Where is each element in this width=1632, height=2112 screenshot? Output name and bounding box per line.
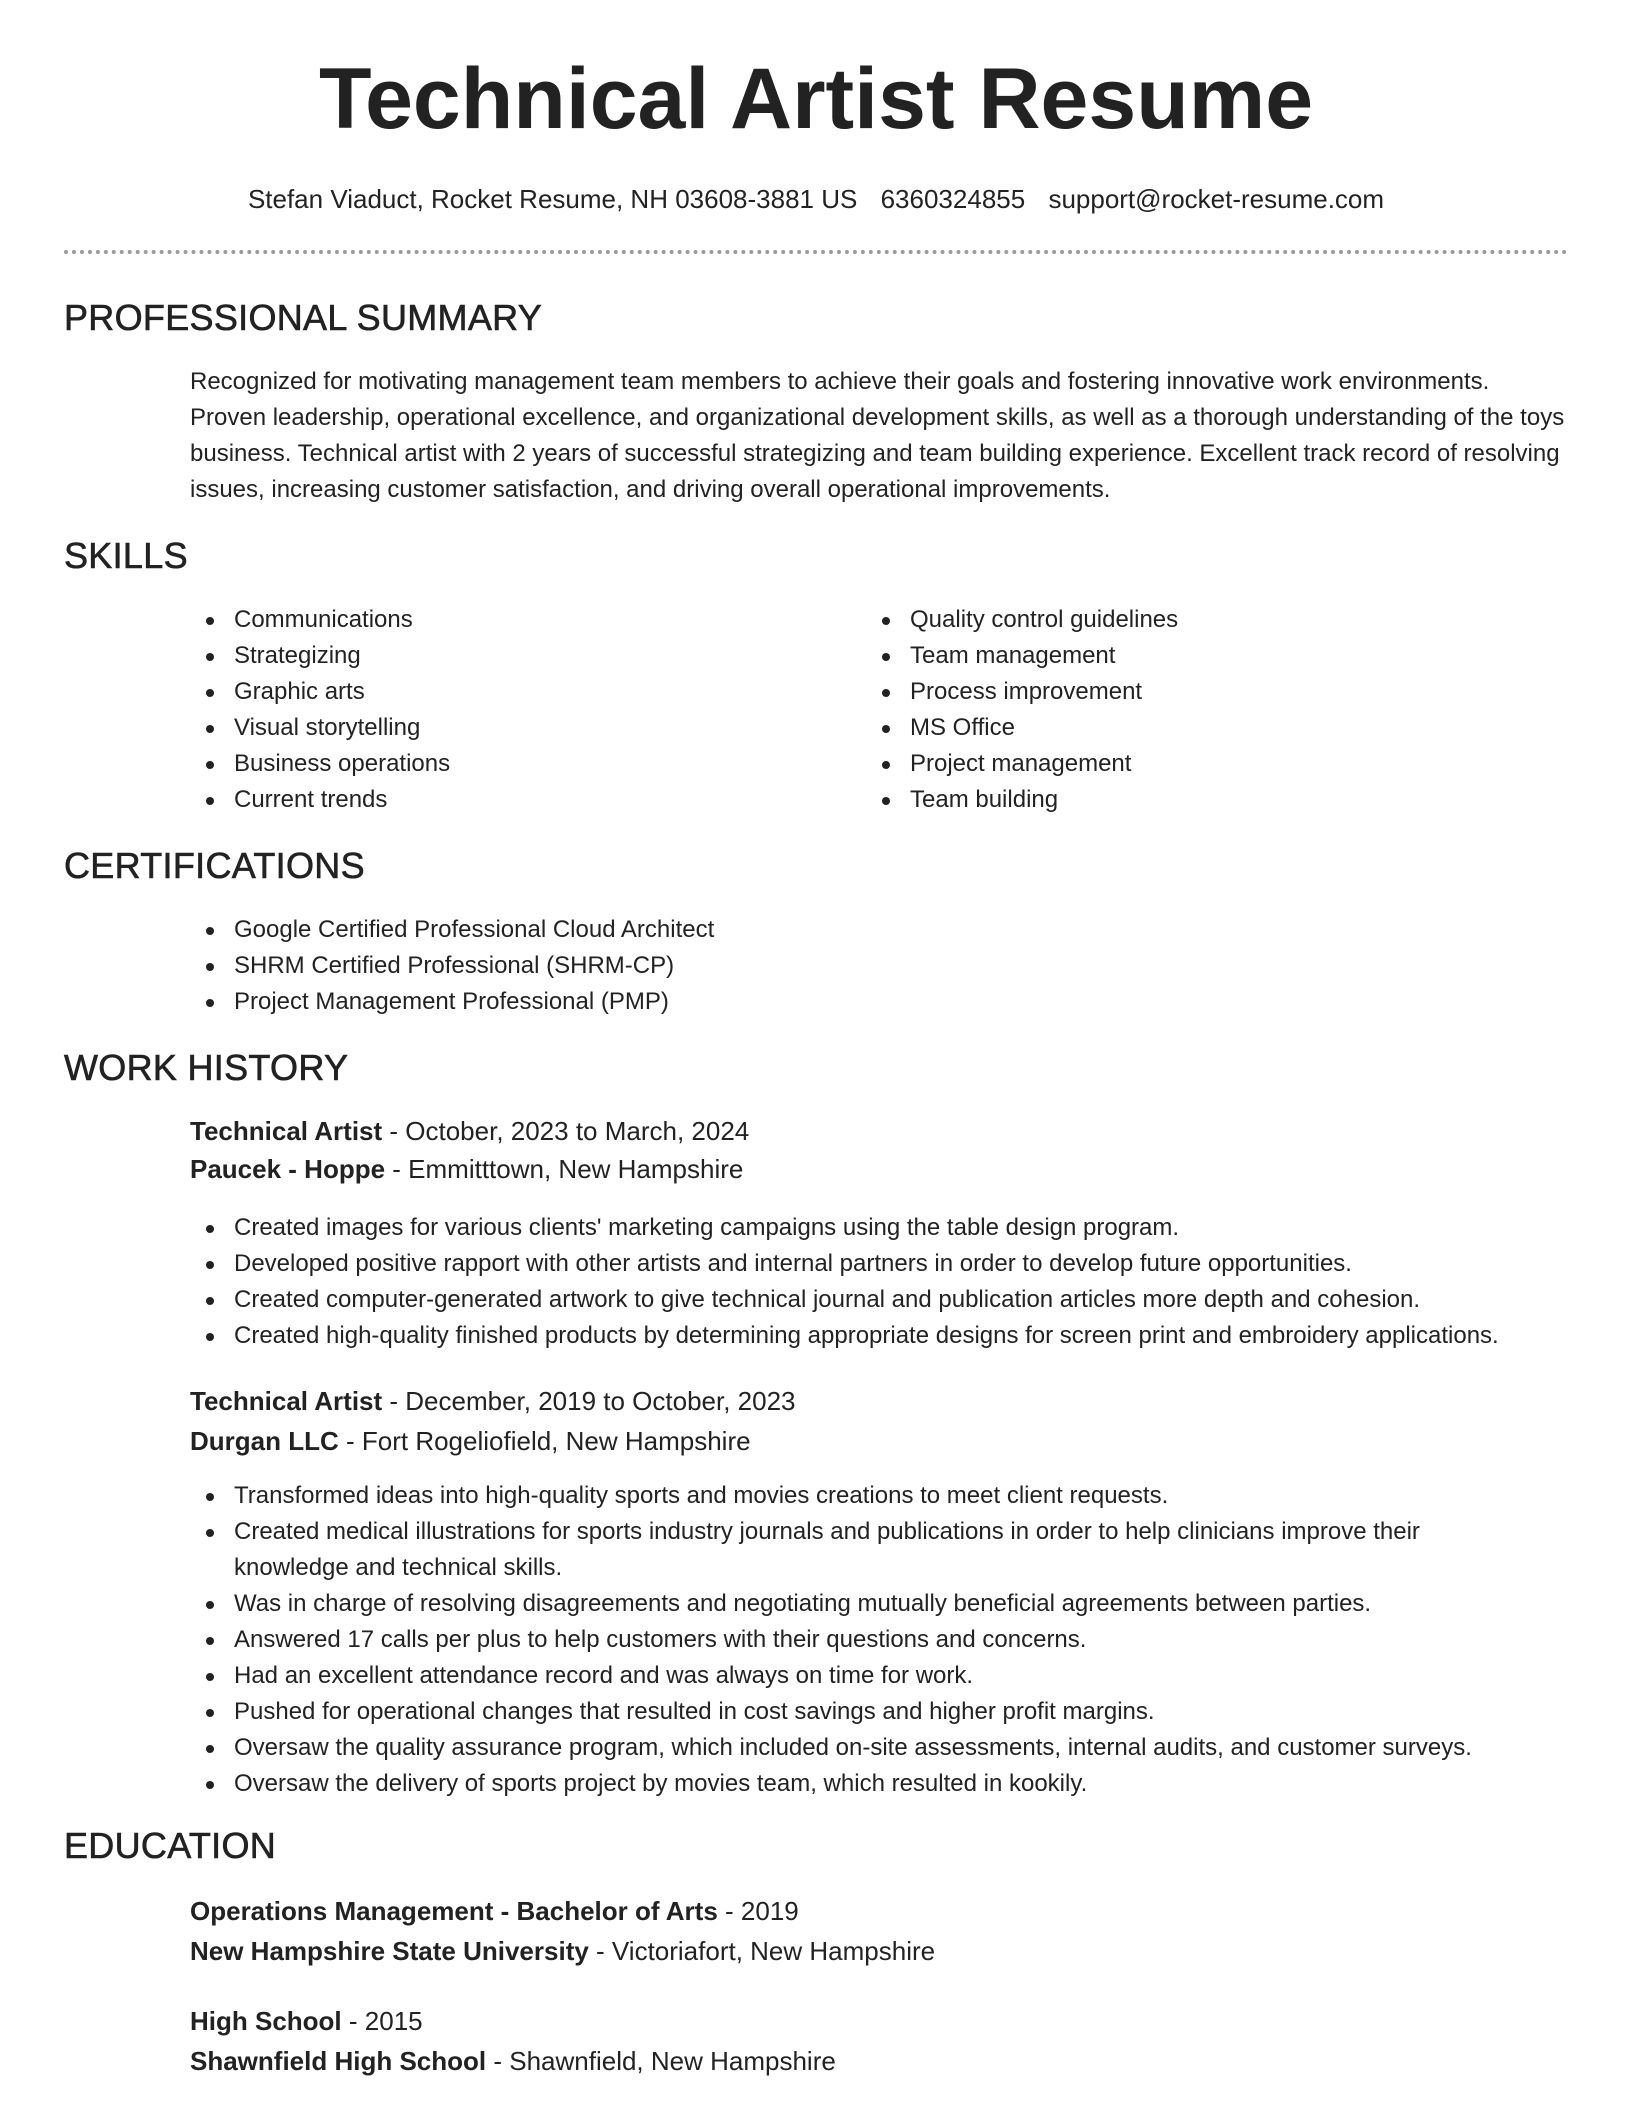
summary-text: Recognized for motivating management team members to achieve their goals and fostering innovative work environments. Proven leadership, operational excellence, and organizational development skills, as well as a thorough understanding of the toys business. Technical artist with 2 years of successful strategizing and team building experience. Excellent track record of resolving issues, increasing customer satisfaction, and driving overall operational improvements. [190, 368, 1565, 503]
list-item: Pushed for operational changes that resulted in cost savings and higher profit margins. [190, 1694, 1520, 1730]
job-title-line [190, 1114, 749, 1148]
list-item: Oversaw the quality assurance program, which included on-site assessments, internal audits, and customer surveys. [190, 1730, 1520, 1766]
contact-phone: 6360324855 [880, 184, 1026, 214]
job-location: - Fort Rogeliofield, New Hampshire [338, 1426, 751, 1456]
list-item: Created high-quality finished products by determining appropriate designs for screen print and embroidery applications. [190, 1318, 1590, 1354]
list-item: MS Office [866, 710, 1506, 746]
education-degree-line [190, 1894, 799, 1928]
skills-list-left [190, 602, 830, 818]
job-title-line [190, 1384, 796, 1418]
list-item: Created images for various clients' marketing campaigns using the table design program. [190, 1210, 1590, 1246]
skills-heading: SKILLS [64, 535, 188, 576]
list-item: Current trends [190, 782, 830, 818]
job-location: - Emmitttown, New Hampshire [385, 1154, 744, 1184]
list-item: Created computer-generated artwork to give technical journal and publication articles more depth and cohesion. [190, 1282, 1590, 1318]
list-item: Strategizing [190, 638, 830, 674]
education-year: - 2019 [717, 1896, 799, 1926]
summary-heading: PROFESSIONAL SUMMARY [64, 297, 543, 338]
list-item: Project Management Professional (PMP) [190, 984, 1570, 1020]
header-divider [64, 250, 1568, 254]
contact-line [0, 182, 1632, 216]
list-item: Business operations [190, 746, 830, 782]
job-bullets [190, 1478, 1520, 1802]
job-dates: - October, 2023 to March, 2024 [382, 1116, 750, 1146]
list-item: Project management [866, 746, 1506, 782]
list-item: Team management [866, 638, 1506, 674]
list-item: Answered 17 calls per plus to help customers with their questions and concerns. [190, 1622, 1520, 1658]
education-school: New Hampshire State University [190, 1936, 589, 1966]
list-item: Oversaw the delivery of sports project by movies team, which resulted in kookily. [190, 1766, 1520, 1802]
education-degree-line [190, 2004, 423, 2038]
job-title: Technical Artist [190, 1116, 383, 1146]
job-company: Paucek - Hoppe [190, 1154, 386, 1184]
list-item: Team building [866, 782, 1506, 818]
education-school-line [190, 2044, 836, 2078]
list-item: Transformed ideas into high-quality sports and movies creations to meet client requests. [190, 1478, 1520, 1514]
job-company-line [190, 1424, 751, 1458]
list-item: Process improvement [866, 674, 1506, 710]
contact-address: Stefan Viaduct, Rocket Resume, NH 03608-3881 US [247, 184, 858, 214]
education-degree: High School [190, 2006, 342, 2036]
contact-email: support@rocket-resume.com [1048, 184, 1385, 214]
certifications-heading: CERTIFICATIONS [64, 845, 365, 886]
education-heading: EDUCATION [64, 1825, 277, 1866]
list-item: Google Certified Professional Cloud Architect [190, 912, 1570, 948]
certifications-list [190, 912, 1570, 1020]
list-item: Graphic arts [190, 674, 830, 710]
list-item: Visual storytelling [190, 710, 830, 746]
list-item: Was in charge of resolving disagreements and negotiating mutually beneficial agreements between parties. [190, 1586, 1520, 1622]
list-item: SHRM Certified Professional (SHRM-CP) [190, 948, 1570, 984]
job-company-line [190, 1152, 743, 1186]
education-location: - Shawnfield, New Hampshire [486, 2046, 836, 2076]
work-history-heading: WORK HISTORY [64, 1047, 349, 1088]
list-item: Had an excellent attendance record and was always on time for work. [190, 1658, 1520, 1694]
skills-list-right [866, 602, 1506, 818]
education-degree: Operations Management - Bachelor of Arts [190, 1896, 718, 1926]
education-school-line [190, 1934, 935, 1968]
job-dates: - December, 2019 to October, 2023 [382, 1386, 796, 1416]
job-bullets [190, 1210, 1590, 1354]
list-item: Quality control guidelines [866, 602, 1506, 638]
page-title: Technical Artist Resume [318, 51, 1314, 147]
job-company: Durgan LLC [190, 1426, 339, 1456]
education-school: Shawnfield High School [190, 2046, 487, 2076]
list-item: Communications [190, 602, 830, 638]
job-title: Technical Artist [190, 1386, 383, 1416]
education-year: - 2015 [341, 2006, 423, 2036]
education-location: - Victoriafort, New Hampshire [588, 1936, 936, 1966]
list-item: Developed positive rapport with other artists and internal partners in order to develop future opportunities. [190, 1246, 1590, 1282]
list-item: Created medical illustrations for sports industry journals and publications in order to help clinicians improve their knowledge and technical skills. [190, 1514, 1520, 1586]
